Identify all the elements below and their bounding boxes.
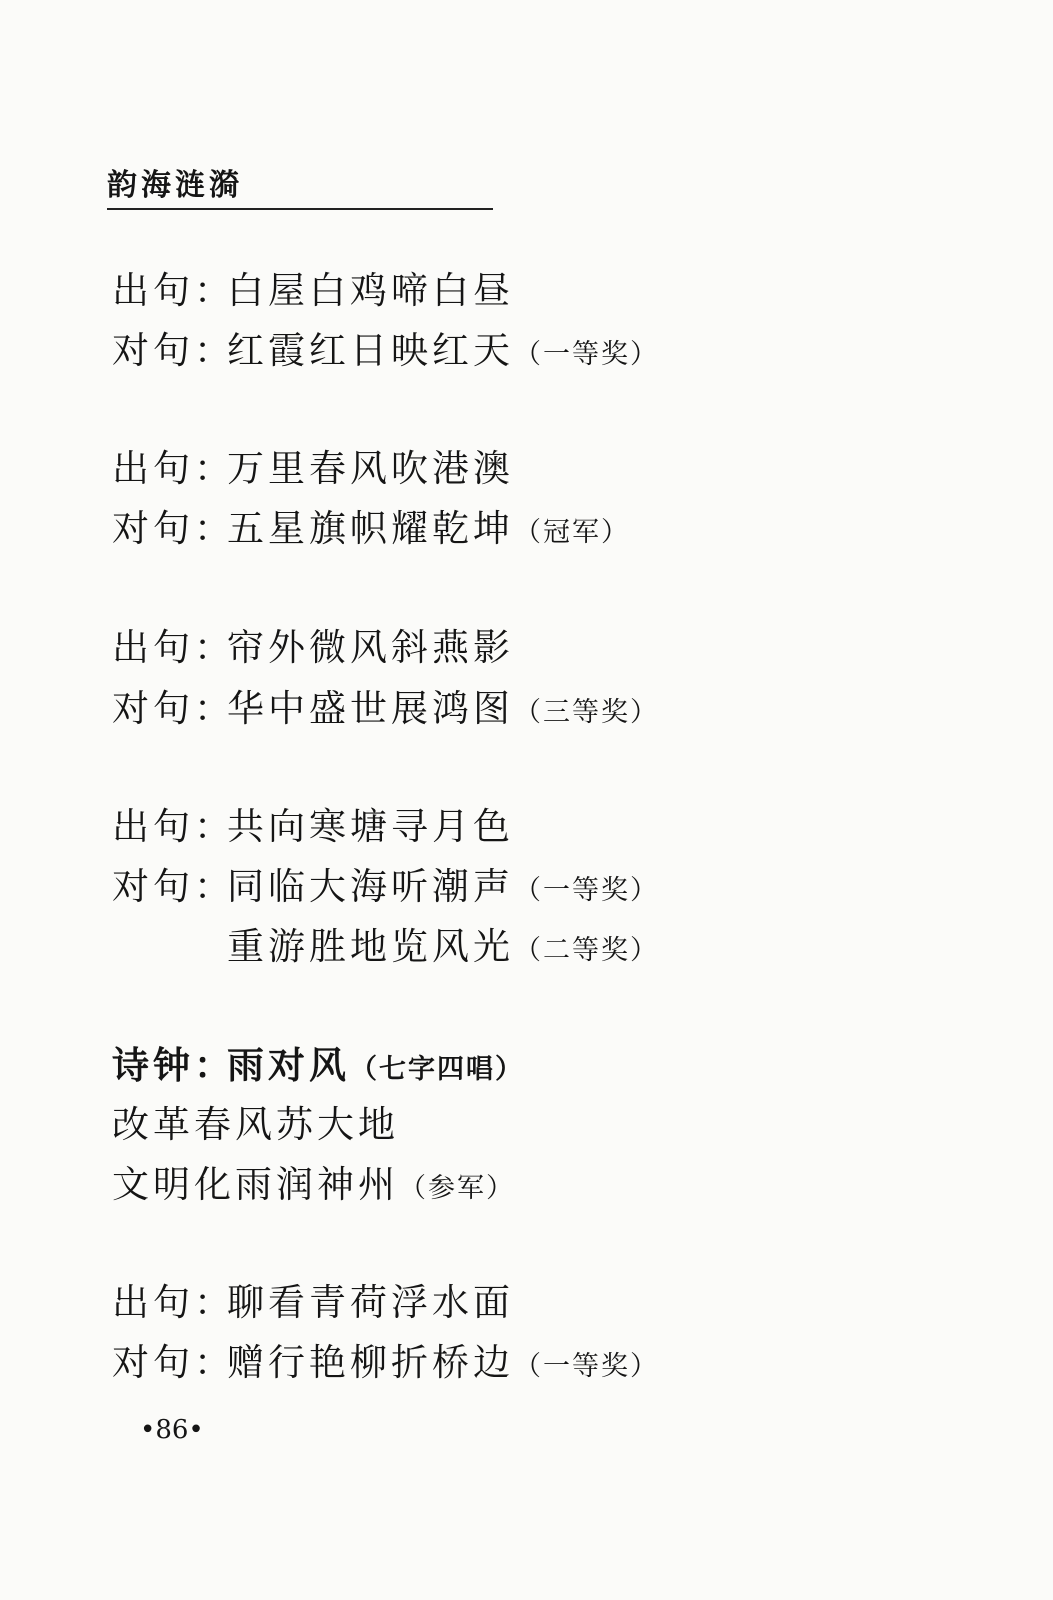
award-note: （一等奖） [514, 1351, 659, 1382]
line-text: 红霞红日映红天 [227, 329, 514, 372]
heading-text: 雨对风 [227, 1043, 350, 1087]
line-text: 五星旗帜耀乾坤 [227, 507, 514, 550]
line-text: 帘外微风斜燕影 [227, 626, 514, 669]
line-text: 万里春风吹港澳 [227, 447, 514, 490]
couplet-line [112, 446, 514, 492]
line-text: 重游胜地览风光 [227, 925, 514, 968]
award-note: （参军） [399, 1173, 515, 1204]
award-note: （三等奖） [514, 697, 659, 728]
line-text: 共向寒塘寻月色 [227, 805, 514, 848]
heading-note: （七字四唱） [350, 1054, 524, 1085]
line-text: 文明化雨润神州 [112, 1163, 399, 1206]
couplet-line [112, 328, 659, 378]
poetry-bell-heading [112, 1042, 524, 1093]
running-header [107, 166, 493, 210]
line-text: 赠行艳柳折桥边 [227, 1341, 514, 1384]
line-label: 出句： [112, 805, 235, 848]
line-text: 改革春风苏大地 [112, 1103, 399, 1146]
book-title: 韵海涟漪 [107, 168, 243, 203]
line-label: 出句： [112, 1281, 235, 1324]
poem-line [112, 1102, 399, 1148]
award-note: （冠军） [514, 517, 630, 548]
couplet-line [112, 804, 514, 850]
couplet-line [112, 864, 659, 914]
award-note: （二等奖） [514, 935, 659, 966]
page-number: •86• [140, 1415, 204, 1445]
line-text: 聊看青荷浮水面 [227, 1281, 514, 1324]
award-note: （一等奖） [514, 339, 659, 370]
line-text: 华中盛世展鸿图 [227, 687, 514, 730]
line-label: 出句： [112, 447, 235, 490]
line-label: 出句： [112, 626, 235, 669]
couplet-line [112, 924, 659, 974]
line-label: 对句： [112, 507, 235, 550]
couplet-line [112, 268, 514, 314]
line-text: 同临大海听潮声 [227, 865, 514, 908]
line-label: 对句： [112, 329, 235, 372]
header-rule [107, 208, 493, 210]
line-label: 出句： [112, 269, 235, 312]
couplet-line [112, 1340, 659, 1390]
award-note: （一等奖） [514, 875, 659, 906]
line-label: 对句： [112, 1341, 235, 1384]
poem-line [112, 1162, 515, 1212]
couplet-line [112, 686, 659, 736]
heading-label: 诗钟： [112, 1043, 235, 1087]
couplet-line [112, 506, 630, 556]
couplet-line [112, 625, 514, 671]
line-label: 对句： [112, 687, 235, 730]
line-label: 对句： [112, 865, 235, 908]
couplet-line [112, 1280, 514, 1326]
line-text: 白屋白鸡啼白昼 [227, 269, 514, 312]
